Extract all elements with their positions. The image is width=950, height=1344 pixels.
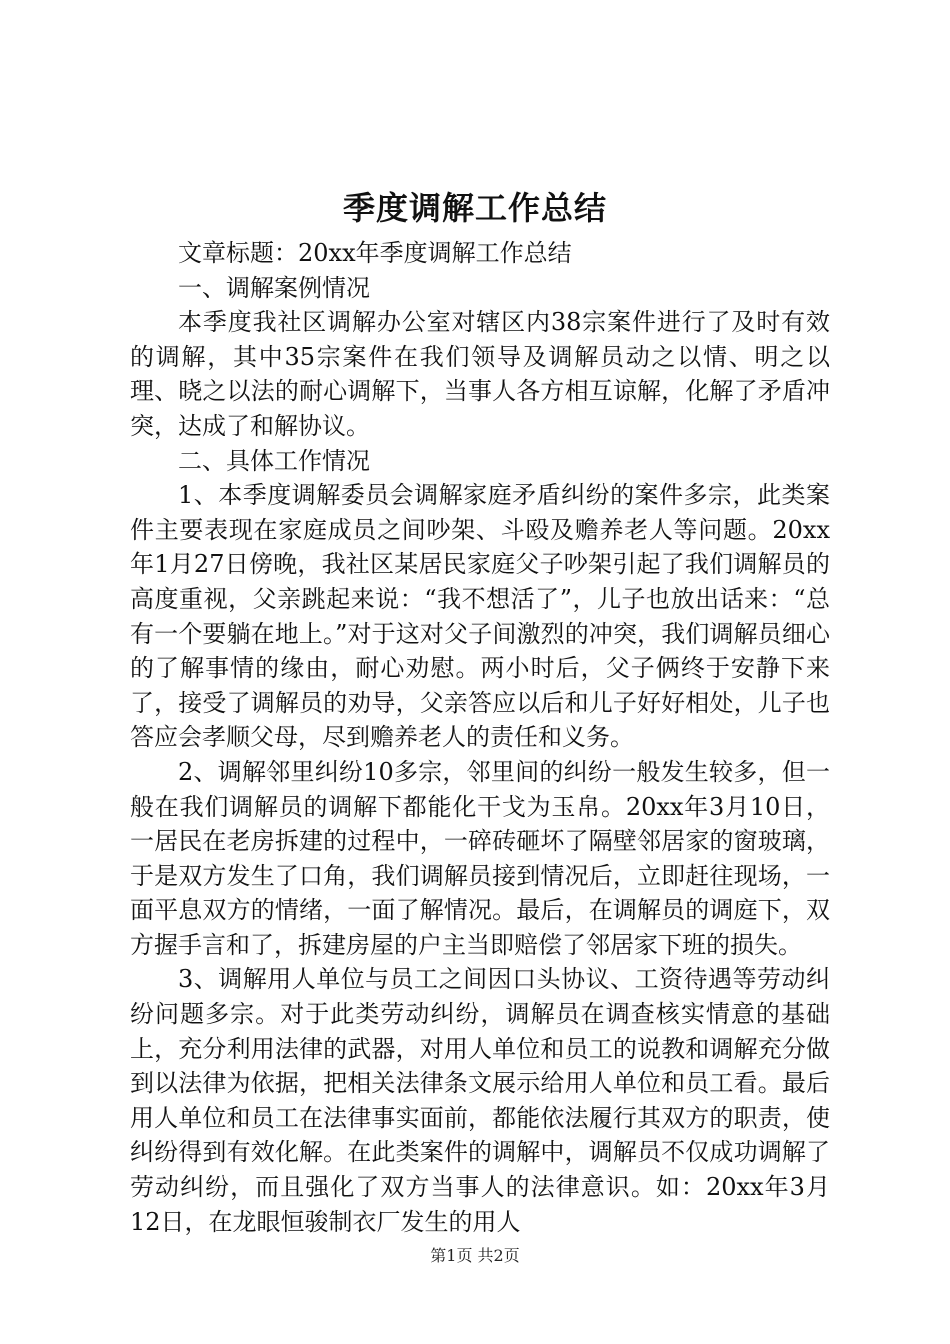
document-title: 季度调解工作总结: [342, 189, 607, 227]
paragraph-cases-summary: 本季度我社区调解办公室对辖区内38宗案件进行了及时有效的调解，其中35宗案件在我们领导及调解员动之以情、明之以理、晓之以法的耐心调解下，当事人各方相互谅解，化解了矛盾冲突，达成了和解协议。: [130, 308, 830, 440]
paragraph-neighbor-disputes: 2、调解邻里纠纷10多宗，邻里间的纠纷一般发生较多，但一般在我们调解员的调解下都能化干戈为玉帛。20xx年3月10日，一居民在老房拆建的过程中，一碎砖砸坏了隔壁邻居家的窗玻璃，于是双方发生了口角，我们调解员接到情况后，立即赶往现场，一面平息双方的情绪，一面了解情况。最后，在调解员的调庭下，双方握手言和了，拆建房屋的户主当即赔偿了邻居家下班的损失。: [130, 757, 830, 959]
section-heading-work: 二、具体工作情况: [178, 446, 370, 475]
paragraph-family-disputes: 1、本季度调解委员会调解家庭矛盾纠纷的案件多宗，此类案件主要表现在家庭成员之间吵架、斗殴及赡养老人等问题。20xx年1月27日傍晚，我社区某居民家庭父子吵架引起了我们调解员的高度重视，父亲跳起来说：“我不想活了”，儿子也放出话来：“总有一个要躺在地上。”对于这对父子间激烈的冲突，我们调解员细心的了解事情的缘由，耐心劝慰。两小时后，父子俩终于安静下来了，接受了调解员的劝导，父亲答应以后和儿子好好相处，儿子也答应会孝顺父母，尽到赡养老人的责任和义务。: [130, 481, 830, 752]
page-footer: 第1页 共2页: [430, 1246, 520, 1265]
paragraph-labor-disputes: 3、调解用人单位与员工之间因口头协议、工资待遇等劳动纠纷问题多宗。对于此类劳动纠纷，调解员在调查核实情意的基础上，充分利用法律的武器，对用人单位和员工的说教和调解充分做到以法律为依据，把相关法律条文展示给用人单位和员工看。最后用人单位和员工在法律事实面前，都能依法履行其双方的职责，使纠纷得到有效化解。在此类案件的调解中，调解员不仅成功调解了劳动纠纷，而且强化了双方当事人的法律意识。如：20xx年3月12日，在龙眼恒骏制衣厂发生的用人: [130, 965, 830, 1236]
article-heading-line: 文章标题：20xx年季度调解工作总结: [178, 239, 572, 267]
section-heading-cases: 一、调解案例情况: [178, 273, 370, 302]
document-body: [130, 236, 830, 1239]
